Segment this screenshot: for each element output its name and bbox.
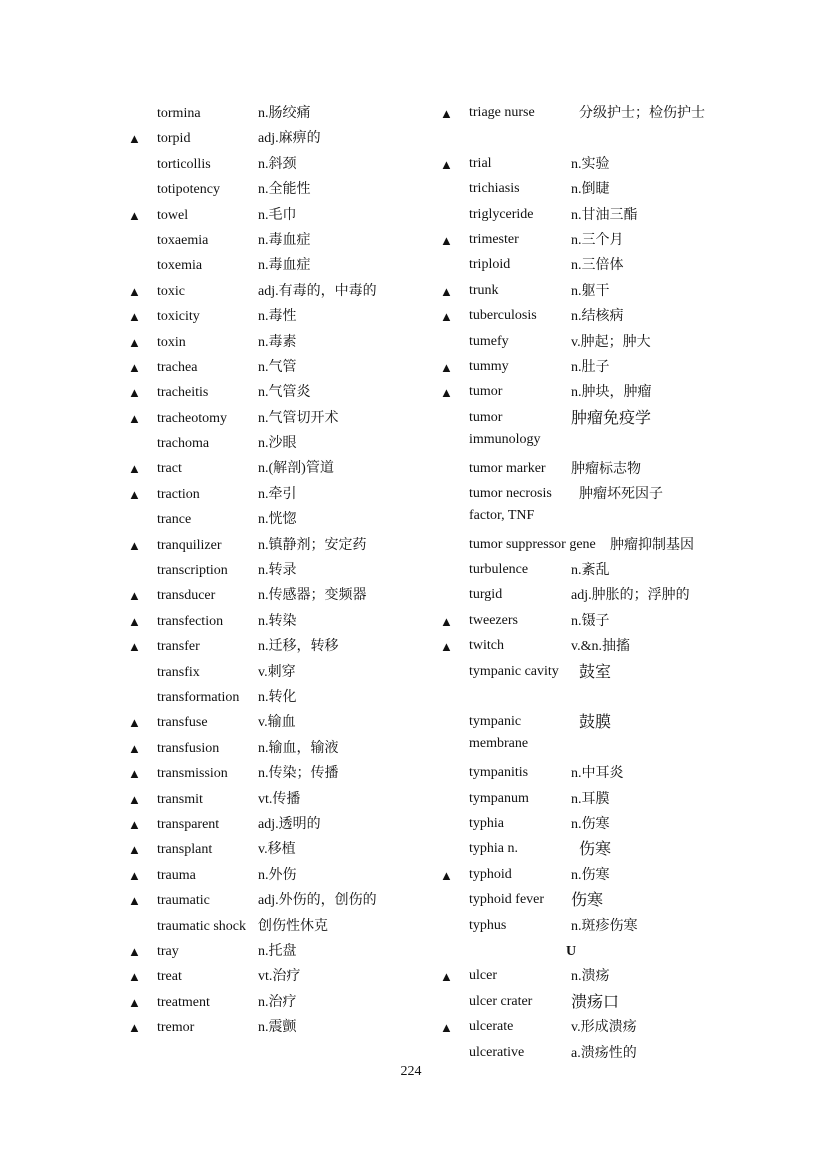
entry-row: [128, 710, 408, 735]
marker-icon: ▲: [128, 334, 141, 350]
entry-definition: v.刺穿: [258, 664, 296, 680]
entry-row: [128, 990, 408, 1015]
entry-row: [440, 203, 730, 228]
marker-icon: ▲: [128, 537, 141, 553]
entry-definition: n.躯干: [571, 283, 610, 299]
entry-row: [128, 558, 408, 583]
entry-row: [128, 787, 408, 812]
entry-row: [128, 253, 408, 278]
entry-term: tracheotomy: [157, 410, 227, 426]
entry-term: typhoid: [469, 866, 512, 882]
marker-icon: ▲: [128, 740, 141, 756]
entry-definition: n.气管: [258, 359, 297, 375]
marker-icon: ▲: [128, 816, 141, 832]
entry-term: traumatic: [157, 893, 210, 909]
entry-row: [128, 228, 408, 253]
entry-definition: n.(解剖)管道: [258, 461, 334, 477]
entry-row: [128, 406, 408, 431]
entry-term: traumatic shock: [157, 918, 247, 934]
marker-icon: ▲: [128, 283, 141, 299]
entry-definition: n.肚子: [571, 359, 610, 375]
entry-definition: n.肿块，肿瘤: [571, 385, 652, 401]
entry-term: trichiasis: [469, 181, 520, 197]
marker-icon: ▲: [128, 588, 141, 604]
entry-row: [128, 609, 408, 634]
entry-definition: adj.肿胀的；浮肿的: [571, 588, 690, 604]
entry-definition: 鼓室: [579, 663, 612, 681]
entry-definition: n.毛巾: [258, 207, 297, 223]
entry-term: twitch: [469, 638, 504, 654]
entry-definition: 肿瘤坏死因子: [579, 486, 663, 502]
entry-term: tumor suppressor gene: [469, 536, 596, 552]
marker-icon: ▲: [128, 791, 141, 807]
entry-row: [440, 1041, 730, 1066]
entry-row: [128, 583, 408, 608]
entry-definition: 创伤性休克: [258, 918, 328, 934]
entry-row: [440, 837, 730, 862]
entry-term: toxin: [157, 334, 186, 350]
entry-definition: v.输血: [258, 715, 296, 731]
entry-row: [440, 152, 730, 177]
entry-term: tympanum: [469, 790, 529, 806]
entry-term: typhus: [469, 917, 507, 933]
section-letter-text: U: [566, 943, 577, 959]
entry-row: [128, 736, 408, 761]
marker-icon: ▲: [440, 359, 453, 375]
entry-row: [128, 507, 408, 532]
entry-row: [128, 203, 408, 228]
entry-term: totipotency: [157, 182, 220, 198]
entry-definition: 鼓膜: [579, 714, 612, 732]
entry-term: toxicity: [157, 309, 200, 325]
entry-row: [440, 101, 730, 152]
entry-definition: v.形成溃疡: [571, 1020, 637, 1036]
entry-row: [128, 685, 408, 710]
marker-icon: ▲: [128, 461, 141, 477]
entry-definition: n.迁移，转移: [258, 639, 339, 655]
entry-definition: 分级护士；检伤护士: [579, 106, 705, 121]
entry-definition: n.斑疹伤寒: [571, 918, 638, 934]
entry-definition: v.肿起；肿大: [571, 334, 651, 350]
marker-icon: ▲: [128, 207, 141, 223]
marker-icon: ▲: [128, 486, 141, 502]
entry-definition: vt.传播: [258, 791, 301, 807]
entry-row: [440, 583, 730, 608]
entry-definition: n.毒血症: [258, 232, 311, 248]
entry-term: triage nurse: [469, 105, 535, 120]
entry-term: treatment: [157, 994, 210, 1010]
right-column: [440, 101, 730, 1066]
entry-row: [440, 406, 730, 457]
entry-term: tympanic membrane: [469, 714, 529, 752]
entry-term: transplant: [157, 842, 213, 858]
entry-row: [128, 380, 408, 405]
entry-definition: v.移植: [258, 842, 296, 858]
entry-definition: 肿瘤免疫学: [571, 409, 652, 427]
entry-definition: n.结核病: [571, 309, 624, 325]
entry-row: [440, 710, 730, 761]
entry-row: [128, 837, 408, 862]
entry-row: [440, 914, 730, 939]
entry-definition: n.三个月: [571, 232, 624, 248]
marker-icon: ▲: [128, 969, 141, 985]
entry-row: [440, 609, 730, 634]
entry-row: [440, 228, 730, 253]
entry-term: transmit: [157, 791, 203, 807]
entry-term: trimester: [469, 231, 519, 247]
entry-term: trauma: [157, 867, 196, 883]
entry-row: [128, 431, 408, 456]
marker-icon: ▲: [128, 842, 141, 858]
entry-term: ulcerative: [469, 1044, 525, 1060]
entry-term: transfusion: [157, 740, 220, 756]
entry-term: transfix: [157, 664, 200, 680]
entry-term: tuberculosis: [469, 308, 537, 324]
marker-icon: ▲: [128, 893, 141, 909]
entry-row: [440, 634, 730, 659]
entry-definition: a.溃疡性的: [571, 1045, 637, 1061]
entry-row: [128, 152, 408, 177]
entry-definition: n.输血，输液: [258, 740, 339, 756]
marker-icon: ▲: [440, 309, 453, 325]
entry-definition: 伤寒: [571, 892, 604, 910]
entry-row: [128, 660, 408, 685]
marker-icon: ▲: [440, 156, 453, 172]
entry-term: tracheitis: [157, 385, 209, 401]
entry-row: [440, 457, 730, 482]
entry-definition: n.沙眼: [258, 436, 297, 452]
entry-term: treat: [157, 969, 182, 985]
entry-row: [440, 279, 730, 304]
entry-definition: adj.透明的: [258, 816, 321, 832]
entry-row: [440, 330, 730, 355]
entry-term: transcription: [157, 563, 228, 579]
entry-row: [440, 253, 730, 278]
entry-row: [440, 304, 730, 329]
entry-definition: adj.外伤的，创伤的: [258, 893, 377, 909]
entry-definition: n.斜颈: [258, 156, 297, 172]
entry-term: tremor: [157, 1020, 195, 1036]
marker-icon: ▲: [128, 385, 141, 401]
entry-definition: 肿瘤标志物: [571, 461, 641, 477]
entry-definition: n.伤寒: [571, 817, 610, 833]
entry-term: transparent: [157, 816, 220, 832]
entry-term: tympanic cavity: [469, 663, 559, 679]
entry-row: [128, 330, 408, 355]
marker-icon: ▲: [128, 943, 141, 959]
entry-definition: n.转染: [258, 613, 297, 629]
entry-definition: 肿瘤抑制基因: [610, 537, 694, 553]
entry-row: [440, 964, 730, 989]
marker-icon: ▲: [128, 359, 141, 375]
entry-definition: n.镊子: [571, 613, 610, 629]
marker-icon: ▲: [128, 766, 141, 782]
marker-icon: ▲: [440, 283, 453, 299]
entry-term: ulcerate: [469, 1019, 514, 1035]
entry-definition: n.实验: [571, 156, 610, 172]
entry-definition: n.伤寒: [571, 867, 610, 883]
entry-term: trance: [157, 512, 192, 528]
marker-icon: ▲: [128, 994, 141, 1010]
entry-term: torpid: [157, 131, 191, 147]
entry-row: [128, 761, 408, 786]
entry-row: [440, 380, 730, 405]
entry-row: [128, 533, 408, 558]
entry-row: [440, 355, 730, 380]
entry-definition: n.气管炎: [258, 385, 311, 401]
entry-definition: n.紊乱: [571, 563, 610, 579]
entry-term: turgid: [469, 587, 503, 603]
entry-term: transfection: [157, 613, 224, 629]
entry-definition: n.中耳炎: [571, 766, 624, 782]
marker-icon: ▲: [128, 309, 141, 325]
entry-definition: 溃疡口: [571, 993, 620, 1011]
entry-definition: n.毒性: [258, 309, 297, 325]
entry-definition: vt.治疗: [258, 969, 301, 985]
entry-row: [128, 101, 408, 126]
entry-row: [128, 456, 408, 481]
left-column: [128, 101, 408, 1040]
entry-term: tumefy: [469, 333, 509, 349]
entry-definition: n.转化: [258, 689, 297, 705]
marker-icon: ▲: [128, 639, 141, 655]
entry-row: [128, 126, 408, 151]
entry-definition: n.倒睫: [571, 182, 610, 198]
entry-term: tormina: [157, 106, 201, 121]
marker-icon: ▲: [128, 715, 141, 731]
entry-term: typhoid fever: [469, 892, 545, 908]
marker-icon: ▲: [440, 613, 453, 629]
entry-row: [440, 863, 730, 888]
entry-definition: adj.有毒的，中毒的: [258, 283, 377, 299]
entry-term: transformation: [157, 689, 240, 705]
entry-row: [440, 660, 730, 711]
entry-definition: n.外伤: [258, 867, 297, 883]
entry-definition: n.治疗: [258, 994, 297, 1010]
page-number: 224: [400, 1064, 422, 1079]
entry-term: tray: [157, 943, 179, 959]
entry-term: tranquilizer: [157, 537, 222, 553]
entry-definition: n.毒素: [258, 334, 297, 350]
entry-definition: n.气管切开术: [258, 410, 339, 426]
entry-term: toxic: [157, 283, 185, 299]
entry-row: [128, 863, 408, 888]
marker-icon: ▲: [440, 385, 453, 401]
entry-term: trachea: [157, 359, 198, 375]
marker-icon: ▲: [440, 969, 453, 985]
entry-definition: n.传感器；变频器: [258, 588, 367, 604]
entry-row: [128, 914, 408, 939]
entry-term: transfer: [157, 639, 200, 655]
entry-row: [128, 482, 408, 507]
marker-icon: ▲: [440, 867, 453, 883]
entry-term: traction: [157, 486, 200, 502]
entry-term: typhia n.: [469, 841, 518, 857]
entry-row: [128, 1015, 408, 1040]
entry-term: tumor marker: [469, 460, 546, 476]
entry-term: tummy: [469, 358, 509, 374]
entry-row: [128, 888, 408, 913]
entry-term: transfuse: [157, 715, 208, 731]
marker-icon: ▲: [128, 410, 141, 426]
entry-term: toxaemia: [157, 232, 209, 248]
entry-definition: n.肠绞痛: [258, 106, 311, 121]
entry-row: [440, 812, 730, 837]
entry-definition: n.传染；传播: [258, 766, 339, 782]
entry-row: [128, 177, 408, 202]
entry-definition: n.甘油三酯: [571, 207, 638, 223]
entry-definition: v.&n.抽搐: [571, 639, 630, 655]
entry-term: tympanitis: [469, 765, 529, 781]
marker-icon: ▲: [128, 1020, 141, 1036]
entry-definition: n.溃疡: [571, 969, 610, 985]
entry-definition: n.托盘: [258, 943, 297, 959]
entry-definition: n.全能性: [258, 182, 311, 198]
entry-row: [128, 304, 408, 329]
entry-term: tumor necrosis factor, TNF: [469, 485, 552, 523]
marker-icon: ▲: [128, 613, 141, 629]
entry-definition: n.耳膜: [571, 791, 610, 807]
entry-term: turbulence: [469, 562, 529, 578]
entry-definition: n.三倍体: [571, 258, 624, 274]
entry-term: torticollis: [157, 156, 211, 172]
entry-term: ulcer crater: [469, 993, 533, 1009]
entry-term: transducer: [157, 588, 216, 604]
entry-term: tumor: [469, 384, 503, 400]
marker-icon: ▲: [440, 106, 453, 121]
entry-term: towel: [157, 207, 189, 223]
entry-row: [128, 279, 408, 304]
entry-definition: n.转录: [258, 563, 297, 579]
entry-row: [128, 355, 408, 380]
entry-definition: n.镇静剂；安定药: [258, 537, 367, 553]
entry-term: triploid: [469, 257, 511, 273]
entry-row: [440, 787, 730, 812]
entry-row: [440, 1015, 730, 1040]
marker-icon: ▲: [440, 1020, 453, 1036]
entry-term: trachoma: [157, 436, 210, 452]
entry-term: triglyceride: [469, 206, 534, 222]
entry-row: [440, 177, 730, 202]
entry-term: trunk: [469, 282, 499, 298]
section-letter: [440, 939, 730, 964]
entry-term: typhia: [469, 816, 504, 832]
entry-definition: n.牵引: [258, 486, 297, 502]
entry-row: [440, 761, 730, 786]
entry-definition: adj.麻痹的: [258, 131, 321, 147]
entry-row: [440, 558, 730, 583]
entry-row: [128, 964, 408, 989]
entry-term: trial: [469, 155, 492, 171]
entry-definition: 伤寒: [579, 841, 612, 859]
marker-icon: ▲: [440, 232, 453, 248]
entry-definition: n.毒血症: [258, 258, 311, 274]
entry-row: [440, 533, 730, 558]
entry-definition: n.恍惚: [258, 512, 297, 528]
entry-row: [440, 482, 730, 533]
entry-definition: n.震颤: [258, 1020, 297, 1036]
entry-term: tract: [157, 461, 182, 477]
entry-term: tumor immunology: [469, 409, 541, 447]
entry-row: [440, 990, 730, 1015]
marker-icon: ▲: [128, 867, 141, 883]
entry-row: [440, 888, 730, 913]
entry-row: [128, 939, 408, 964]
entry-term: tweezers: [469, 612, 518, 628]
marker-icon: ▲: [128, 131, 141, 147]
entry-term: ulcer: [469, 968, 497, 984]
entry-term: toxemia: [157, 258, 203, 274]
entry-term: transmission: [157, 766, 228, 782]
marker-icon: ▲: [440, 639, 453, 655]
entry-row: [128, 812, 408, 837]
entry-row: [128, 634, 408, 659]
